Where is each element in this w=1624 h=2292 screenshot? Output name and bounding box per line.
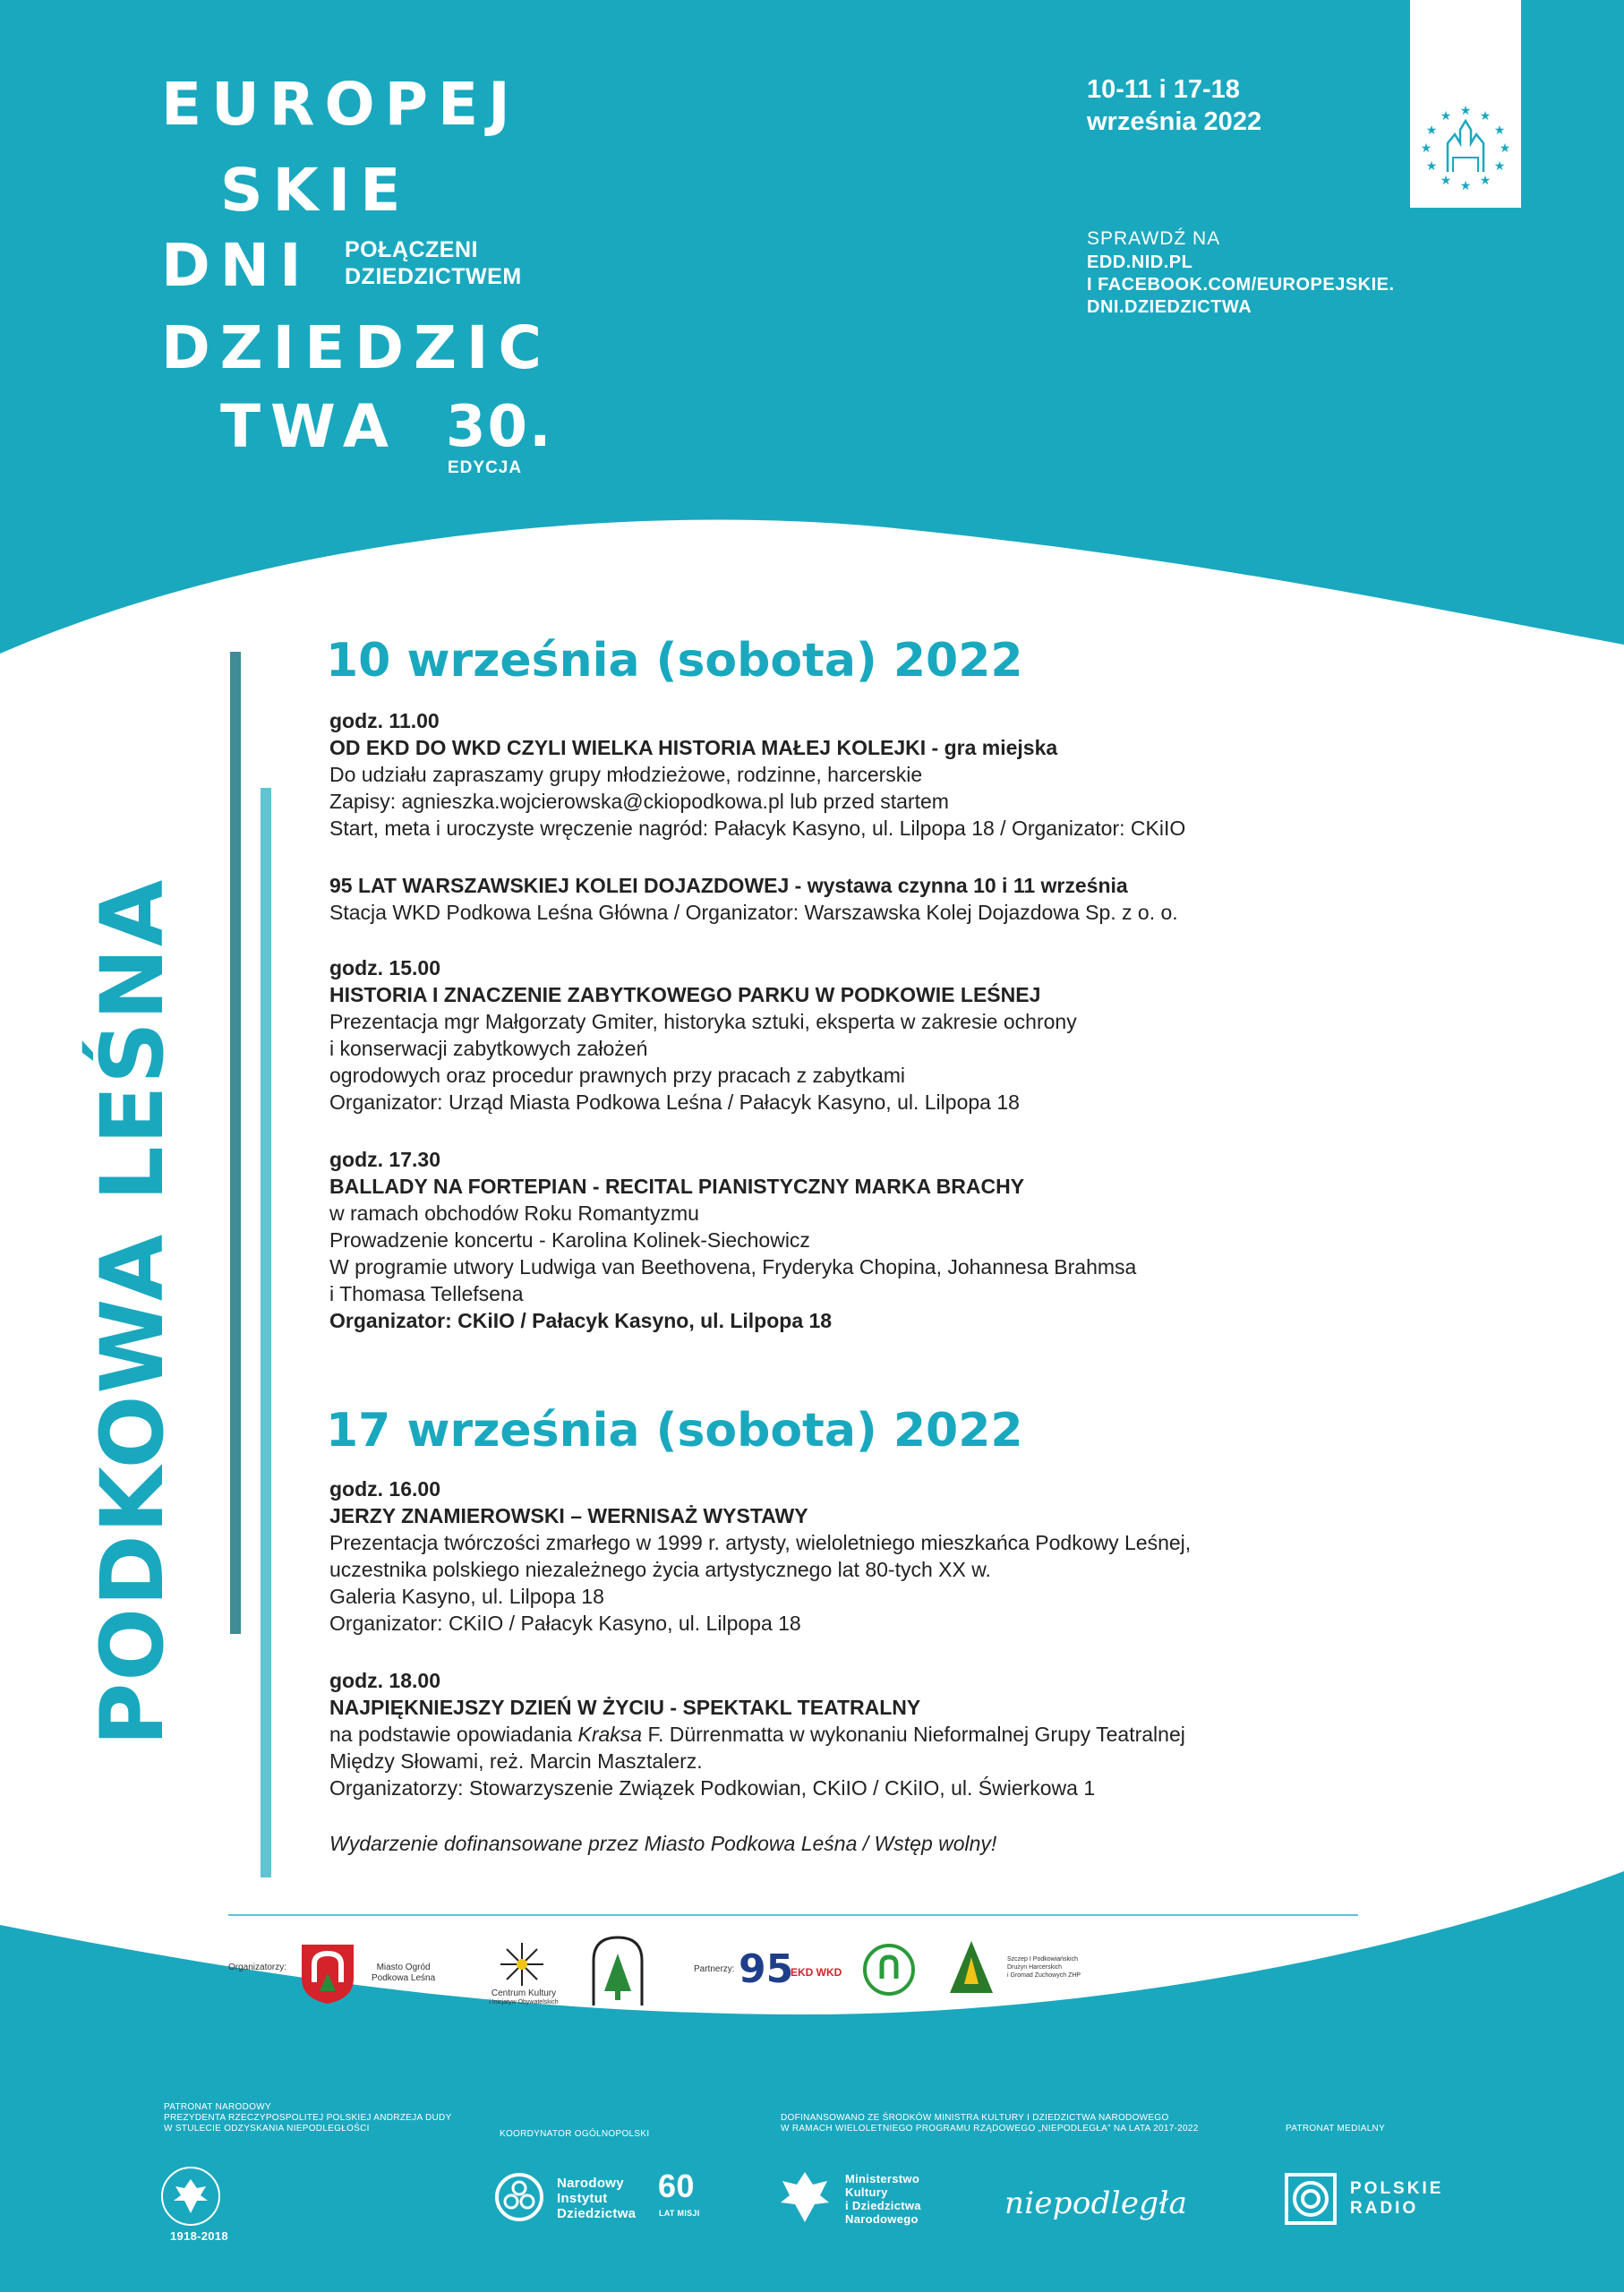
scouts-line-2: Drużyn Harcerskich: [1007, 1964, 1063, 1971]
nid-line-2: Instytut: [557, 2191, 608, 2206]
svg-text:★: ★: [1493, 123, 1506, 137]
event-line: i Thomasa Tellefsena: [329, 1282, 524, 1305]
svg-text:★: ★: [1440, 108, 1452, 123]
svg-text:★: ★: [1479, 173, 1492, 187]
link-facebook-1[interactable]: I FACEBOOK.COM/EUROPEJSKIE.: [1087, 275, 1395, 295]
ministry-line-4: Narodowego: [845, 2212, 919, 2226]
event-line-part: F. Dürrenmatta w wykonaniu Nieformalnej Grupy Teatralnej: [642, 1723, 1185, 1746]
event-4: [329, 1146, 1136, 1334]
event-title: OD EKD DO WKD CZYLI WIELKA HISTORIA MAŁEJ KOLEJKI - gra miejska: [329, 736, 1058, 759]
koordynator-label: KOORDYNATOR OGÓLNOPOLSKI: [500, 2129, 650, 2139]
tagline-line-2: DZIEDZICTWEM: [345, 264, 522, 289]
event-line: w ramach obchodów Roku Romantyzmu: [329, 1202, 699, 1225]
event-line: Między Słowami, reż. Marcin Masztalerz.: [329, 1749, 703, 1773]
polskie-radio-name: [1350, 2179, 1443, 2219]
decorative-bar-dark: [230, 652, 241, 1634]
logo-tagline: [345, 236, 522, 290]
event-line: Prezentacja twórczości zmarłego w 1999 r. artysty, wieloletniego mieszkańca Podkowy Leśnej,: [329, 1531, 1192, 1554]
day2-heading: 17 września (sobota) 2022: [326, 1404, 1023, 1458]
nid-line-1: Narodowy: [557, 2176, 624, 2191]
svg-text:★: ★: [1440, 173, 1452, 187]
event-time: godz. 16.00: [329, 1477, 440, 1501]
wkd-95: 95: [739, 1946, 794, 1992]
logo-line-5: TWA: [220, 392, 398, 461]
event-1: [329, 707, 1185, 842]
event-title: 95 LAT WARSZAWSKIEJ KOLEI DOJAZDOWEJ - wystawa czynna 10 i 11 września: [329, 874, 1128, 897]
event-3: [329, 954, 1077, 1116]
logo-line-1: EUROPEJ: [161, 70, 520, 139]
scouts-line-1: Szczep I Podkowiańskich: [1007, 1956, 1078, 1963]
event-2: [329, 872, 1178, 926]
pr-line-1: POLSKIE: [1350, 2179, 1444, 2198]
ministry-name: [845, 2172, 921, 2226]
edition-label: EDYCJA: [448, 458, 523, 477]
event-line: Organizator: CKiIO / Pałacyk Kasyno, ul. Lilpopa 18: [329, 1612, 801, 1635]
patronat-medialny-label: PATRONAT MEDIALNY: [1286, 2124, 1386, 2134]
event-line-italic: Kraksa: [577, 1723, 643, 1746]
podkowa-coat-of-arms-icon: [300, 1943, 355, 2006]
event-line: [329, 1721, 1185, 1748]
ministry-eagle-icon: [777, 2168, 833, 2226]
dofin-line-2: W RAMACH WIELOLETNIEGO PROGRAMU RZĄDOWEGO „NIEPODLEGŁA” NA LATA 2017-2022: [781, 2124, 1199, 2134]
partners-label: Partnerzy:: [694, 1964, 735, 1974]
scouts-lily-icon: [944, 1939, 998, 1998]
pr-line-2: RADIO: [1350, 2199, 1419, 2218]
patronat-line-2: PREZYDENTA RZECZYPOSPOLITEJ POLSKIEJ ANDRZEJA DUDY: [164, 2113, 452, 2123]
patronat-line-1: PATRONAT NARODOWY: [164, 2102, 271, 2112]
event-line: Organizatorzy: Stowarzyszenie Związek Podkowian, CKiIO / CKiIO, ul. Świerkowa 1: [329, 1776, 1096, 1800]
bottom-sponsors: [0, 2086, 1624, 2292]
wkd-text: EKD WKD: [791, 1966, 842, 1979]
ckiio-line-2: i Inicjatyw Obywatelskich: [489, 1999, 559, 2006]
event-title: NAJPIĘKNIEJSZY DZIEŃ W ŻYCIU - SPEKTAKL TEATRALNY: [329, 1696, 921, 1719]
lat-misji: LAT MISJI: [659, 2209, 700, 2218]
logo-line-4: DZIEDZIC: [161, 313, 551, 382]
event-line-part: na podstawie opowiadania: [329, 1723, 578, 1746]
event-time: godz. 18.00: [329, 1669, 440, 1692]
event-time: godz. 11.00: [329, 709, 440, 732]
dofin-block: [781, 2113, 1199, 2134]
city-line-2: Podkowa Leśna: [372, 1973, 436, 1983]
ministry-line-1: Ministerstwo: [845, 2172, 920, 2185]
svg-text:★: ★: [1425, 158, 1438, 173]
edition-number: 30.: [446, 394, 553, 460]
svg-text:★: ★: [1499, 141, 1511, 155]
city-line-1: Miasto Ogród: [376, 1963, 431, 1972]
town-title: PODKOWA LEŚNA: [82, 877, 183, 1746]
decorative-bar-light: [261, 788, 271, 1877]
event-line: uczestnika polskiego niezależnego życia artystycznego lat 80-tych XX w.: [329, 1558, 991, 1581]
nid-name: [557, 2176, 636, 2221]
ckiio-star-icon: [497, 1939, 547, 1989]
organizers-label: Organizatorzy:: [228, 1963, 287, 1972]
event-line: Do udziału zapraszamy grupy młodzieżowe, rodzinne, harcerskie: [329, 763, 923, 786]
sponsor-logos: [228, 1934, 1392, 2014]
event-line: W programie utwory Ludwiga van Beethovena, Fryderyka Chopina, Johannesa Brahmsa: [329, 1255, 1137, 1279]
event-title: JERZY ZNAMIEROWSKI – WERNISAŻ WYSTAWY: [329, 1504, 808, 1527]
scouts-name: [1007, 1955, 1081, 1980]
ckiio-name: [474, 1989, 573, 2007]
link-edd[interactable]: EDD.NID.PL: [1087, 252, 1193, 272]
funding-note: Wydarzenie dofinansowane przez Miasto Podkowa Leśna / Wstęp wolny!: [329, 1832, 997, 1855]
ministry-line-3: i Dziedzictwa: [845, 2199, 921, 2212]
dates-line-2: września 2022: [1087, 107, 1262, 136]
event-time: godz. 15.00: [329, 956, 440, 979]
event-line: Start, meta i uroczyste wręczenie nagród: Pałacyk Kasyno, ul. Lilpopa 18 / Organizator: CKiIO: [329, 817, 1186, 840]
event-line: Prezentacja mgr Małgorzaty Gmiter, historyka sztuki, eksperta w zakresie ochrony: [329, 1010, 1077, 1033]
ckiio-line-1: Centrum Kultury: [491, 1988, 557, 1998]
president-eagle-seal-icon: [159, 2165, 222, 2228]
day1-heading: 10 września (sobota) 2022: [326, 634, 1023, 688]
patronat-block: [164, 2102, 452, 2134]
nid-logo-icon: [494, 2172, 544, 2222]
niepodlegla-logo: niepodległa: [1004, 2185, 1188, 2221]
event-organizer: Organizator: CKiIO / Pałacyk Kasyno, ul. Lilpopa 18: [329, 1309, 833, 1332]
sixty: 60: [658, 2168, 695, 2204]
ministry-line-2: Kultury: [845, 2185, 888, 2199]
city-name: [372, 1963, 435, 1984]
podkowa-green-seal-icon: [862, 1943, 916, 1997]
check-label: SPRAWDŹ NA: [1087, 228, 1221, 249]
svg-text:★: ★: [1425, 123, 1438, 137]
logo-line-2: SKIE: [220, 156, 411, 225]
event-line: Galeria Kasyno, ul. Lilpopa 18: [329, 1585, 604, 1608]
event-6: [329, 1667, 1185, 1801]
dofin-line-1: DOFINANSOWANO ZE ŚRODKÓW MINISTRA KULTURY I DZIEDZICTWA NARODOWEGO: [781, 2113, 1169, 2123]
event-title: BALLADY NA FORTEPIAN - RECITAL PIANISTYCZNY MARKA BRACHY: [329, 1175, 1025, 1198]
divider-line: [228, 1914, 1358, 1916]
event-time: godz. 17.30: [329, 1148, 440, 1171]
dates-line-1: 10-11 i 17-18: [1087, 75, 1240, 104]
scouts-line-3: i Gromad Zuchowych ZHP: [1007, 1972, 1081, 1979]
patronat-line-3: W STULECIE ODZYSKANIA NIEPODLEGŁOŚCI: [164, 2124, 370, 2134]
logo-line-3: DNI: [161, 231, 312, 300]
svg-text:★: ★: [1493, 158, 1506, 173]
event-title: HISTORIA I ZNACZENIE ZABYTKOWEGO PARKU W PODKOWIE LEŚNEJ: [329, 983, 1041, 1006]
event-line: ogrodowych oraz procedur prawnych przy pracach z zabytkami: [329, 1064, 906, 1087]
svg-text:★: ★: [1420, 141, 1432, 155]
years: 1918-2018: [170, 2229, 228, 2243]
svg-text:★: ★: [1459, 178, 1472, 192]
event-line: Zapisy: agnieszka.wojcierowska@ckiopodkowa.pl lub przed startem: [329, 790, 949, 813]
event-5: [329, 1475, 1191, 1637]
zwiazek-podkowian-icon: [586, 1934, 649, 2009]
polskie-radio-icon: [1284, 2172, 1338, 2226]
event-dates: [1087, 73, 1261, 138]
nid-line-3: Dziedzictwa: [557, 2206, 637, 2221]
edd-stars-emblem-icon: [1410, 0, 1521, 208]
link-facebook-2[interactable]: DNI.DZIEDZICTWA: [1087, 297, 1252, 317]
event-line: Stacja WKD Podkowa Leśna Główna / Organizator: Warszawska Kolej Dojazdowa Sp. z o. o.: [329, 901, 1178, 924]
svg-text:★: ★: [1479, 108, 1492, 123]
event-line: i konserwacji zabytkowych założeń: [329, 1037, 648, 1060]
svg-text:★: ★: [1459, 103, 1472, 117]
event-line: Organizator: Urząd Miasta Podkowa Leśna / Pałacyk Kasyno, ul. Lilpopa 18: [329, 1090, 1020, 1114]
event-line: Prowadzenie koncertu - Karolina Kolinek-Siechowicz: [329, 1228, 810, 1252]
edd-emblem: [1410, 0, 1521, 208]
tagline-line-1: POŁĄCZENI: [345, 237, 478, 262]
links-block: [1087, 252, 1395, 319]
